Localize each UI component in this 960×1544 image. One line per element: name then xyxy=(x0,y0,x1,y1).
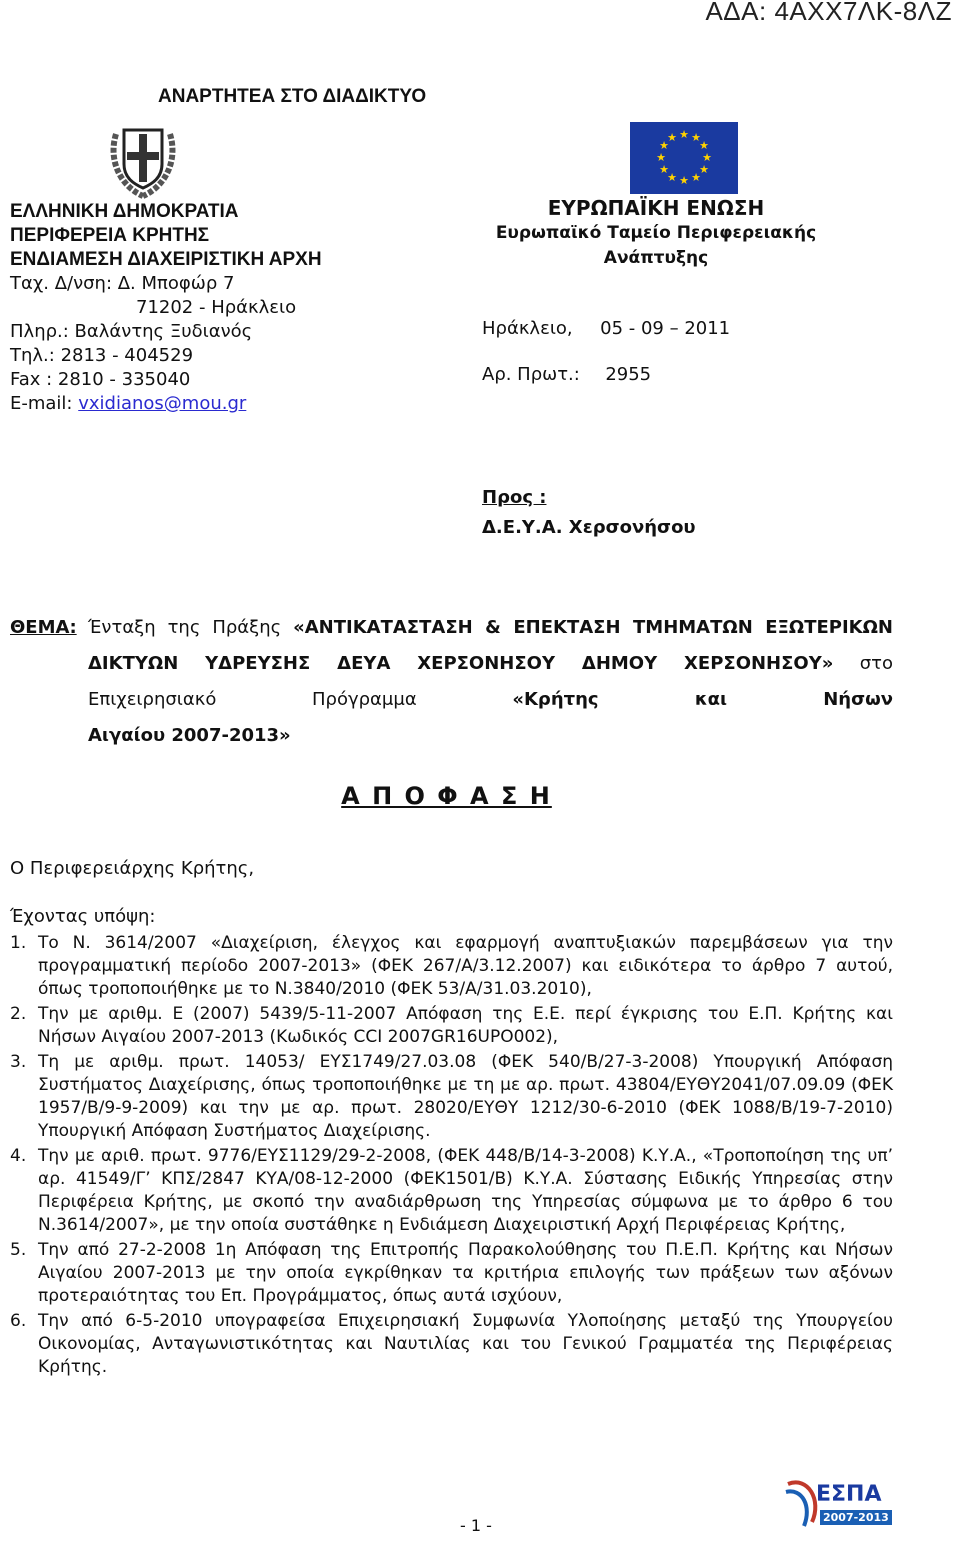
list-item xyxy=(10,1310,893,1379)
sender-region: ΠΕΡΙΦΕΡΕΙΑ ΚΡΗΤΗΣ xyxy=(10,225,210,246)
date-label: Ηράκλειο, xyxy=(482,318,573,339)
considering-label: Έχοντας υπόψη: xyxy=(10,906,156,927)
list-item xyxy=(10,1003,893,1049)
author-line: Ο Περιφερειάρχης Κρήτης, xyxy=(10,858,255,879)
item-text: Την με αριθ. πρωτ. 9776/ΕΥΣ1129/29-2-2008, (ΦΕΚ 448/Β/14-3-2008) Κ.Υ.Α., «Τροποποίηση της υπ’ αρ. 41549/Γ’ ΚΠΣ/2847 ΚΥΑ/08-12-2000 (ΦΕΚ1501/Β) Κ.Υ.Α. Σύστασης Ειδικής Υπηρεσίας στην Περιφέρεια Κρήτης, με σκοπό την αναδιάρθρωση της Υπηρεσίας σύμφωνα με το άρθρο 6 του Ν.3614/2007», με την οποία συστάθηκε η Ενδιάμεση Διαχειριστική Αρχή Περιφέρειας Κρήτης, xyxy=(38,1146,893,1235)
date-line xyxy=(482,318,730,339)
svg-text:★: ★ xyxy=(659,139,669,152)
sender-authority: ΕΝΔΙΑΜΕΣΗ ΔΙΑΧΕΙΡΙΣΤΙΚΗ ΑΡΧΗ xyxy=(10,249,322,270)
subject-part-3: στο Επιχειρησιακό Πρόγραμμα xyxy=(88,653,893,710)
subject-part-1: Ένταξη της Πράξης xyxy=(88,617,294,638)
espa-logo-years: 2007-2013 xyxy=(820,1510,892,1525)
sender-postcode: 71202 - Ηράκλειο xyxy=(136,297,297,318)
recipient-block xyxy=(482,483,696,543)
page-number: - 1 - xyxy=(460,1516,492,1535)
protocol-number: 2955 xyxy=(605,364,652,385)
list-item xyxy=(10,1239,893,1308)
subject-project-title: «ΑΝΤΙΚΑΤΑΣΤΑΣΗ & ΕΠΕΚΤΑΣΗ ΤΜΗΜΑΤΩΝ ΕΞΩΤΕΡΙΚΩΝ ΔΙΚΤΥΩΝ ΥΔΡΕΥΣΗΣ ΔΕΥΑ ΧΕΡΣΟΝΗΣΟΥ ΔΗΜΟΥ ΧΕΡΣΟΝΗΣΟΥ» xyxy=(88,617,893,674)
decision-heading: Α Π Ο Φ Α Σ Η xyxy=(341,782,552,810)
svg-text:★: ★ xyxy=(656,151,666,164)
item-number: 3. xyxy=(10,1052,27,1072)
email-label: E-mail: xyxy=(10,393,79,414)
svg-text:★: ★ xyxy=(699,163,709,176)
sender-fax: Fax : 2810 - 335040 xyxy=(10,369,191,390)
list-item xyxy=(10,1145,893,1237)
ada-code: ΑΔΑ: 4ΑΧΧ7ΛΚ-8ΛΖ xyxy=(705,0,952,26)
eu-fund-line1: Ευρωπαϊκό Ταμείο Περιφερειακής xyxy=(495,223,817,243)
svg-text:★: ★ xyxy=(702,151,712,164)
eu-block xyxy=(456,196,856,271)
subject-programme-end: Αιγαίου 2007-2013» xyxy=(88,725,291,746)
sender-contact: Πληρ.: Βαλάντης Ξυδιανός xyxy=(10,321,253,342)
item-number: 1. xyxy=(10,933,27,953)
protocol-label: Αρ. Πρωτ.: xyxy=(482,364,580,385)
email-link[interactable]: vxidianos@mou.gr xyxy=(78,393,247,414)
svg-text:★: ★ xyxy=(659,163,669,176)
svg-text:★: ★ xyxy=(679,128,689,141)
recipient-label: Προς : xyxy=(482,487,547,508)
subject-block xyxy=(10,610,893,754)
posted-online-label: ΑΝΑΡΤΗΤΕΑ ΣΤΟ ΔΙΑΔΙΚΤΥΟ xyxy=(158,86,427,107)
list-item xyxy=(10,1051,893,1143)
item-number: 2. xyxy=(10,1004,27,1024)
subject-text xyxy=(88,610,893,718)
sender-phone: Τηλ.: 2813 - 404529 xyxy=(10,345,194,366)
item-number: 6. xyxy=(10,1311,27,1331)
sender-email-row xyxy=(10,392,322,416)
eu-title: ΕΥΡΩΠΑΪΚΗ ΕΝΩΣΗ xyxy=(547,196,765,220)
eu-flag-icon xyxy=(630,122,738,194)
item-text: Το Ν. 3614/2007 «Διαχείριση, έλεγχος και εφαρμογή αναπτυξιακών παρεμβάσεων για την προγραμματική περίοδο 2007-2013» (ΦΕΚ 267/Α/3.12.2007) και ειδικότερα το άρθρο 7 αυτού, όπως τροποποιήθηκε με το Ν.3840/2010 (ΦΕΚ 53/Α/31.03.2010), xyxy=(38,933,893,999)
considerations-list xyxy=(10,932,893,1381)
svg-text:★: ★ xyxy=(691,131,701,144)
item-number: 4. xyxy=(10,1146,27,1166)
item-number: 5. xyxy=(10,1240,27,1260)
espa-logo-text: ΕΣΠΑ xyxy=(816,1482,882,1507)
svg-text:★: ★ xyxy=(691,171,701,184)
list-item xyxy=(10,932,893,1001)
svg-text:★: ★ xyxy=(667,171,677,184)
item-text: Την από 6-5-2010 υπογραφείσα Επιχειρησιακή Συμφωνία Υλοποίησης μεταξύ της Υπουργείου Οικονομίας, Ανταγωνιστικότητας και Ναυτιλίας και του Γενικού Γραμματέα της Περιφέρειας Κρήτης. xyxy=(38,1311,893,1377)
item-text: Τη με αριθμ. πρωτ. 14053/ ΕΥΣ1749/27.03.08 (ΦΕΚ 540/Β/27-3-2008) Υπουργική Απόφαση Συστήματος Διαχείρισης, όπως τροποποιήθηκε με τη με αρ. πρωτ. 43804/ΕΥΘΥ2041/07.09.09 (ΦΕΚ 1957/Β/9-9-2009) και την με αρ. πρωτ. 28020/ΕΥΘΥ 1212/30-6-2010 (ΦΕΚ 1088/Β/19-7-2010) Υπουργική Απόφαση Συστήματος Διαχείρισης. xyxy=(38,1052,893,1141)
protocol-line xyxy=(482,364,651,385)
svg-text:★: ★ xyxy=(699,139,709,152)
sender-block xyxy=(10,200,322,416)
recipient-name: Δ.Ε.Υ.Α. Χερσονήσου xyxy=(482,517,696,538)
sender-country: ΕΛΛΗΝΙΚΗ ΔΗΜΟΚΡΑΤΙΑ xyxy=(10,201,239,222)
subject-label: ΘΕΜΑ: xyxy=(10,617,77,638)
subject-programme: «Κρήτης και Νήσων xyxy=(512,689,893,710)
item-text: Την από 27-2-2008 1η Απόφαση της Επιτροπής Παρακολούθησης του Π.Ε.Π. Κρήτης και Νήσων Αιγαίου 2007-2013 με την οποία εγκρίθηκαν τα κριτήρια επιλογής των πράξεων των αξόνων προτεραιότητας του Επ. Προγράμματος, όπως αυτά ισχύουν, xyxy=(38,1240,893,1306)
greek-coat-of-arms-icon xyxy=(106,120,180,200)
sender-address: Ταχ. Δ/νση: Δ. Μποφώρ 7 xyxy=(10,273,235,294)
svg-text:★: ★ xyxy=(679,174,689,187)
item-text: Την με αριθμ. Ε (2007) 5439/5-11-2007 Απόφαση της Ε.Ε. περί έγκρισης του Ε.Π. Κρήτης και Νήσων Αιγαίου 2007-2013 (Κωδικός CCI 2007GR16UPO002), xyxy=(38,1004,893,1047)
eu-fund-line2: Ανάπτυξης xyxy=(603,248,709,268)
svg-text:★: ★ xyxy=(667,131,677,144)
date-value: 05 - 09 – 2011 xyxy=(600,318,731,339)
espa-logo xyxy=(782,1478,894,1534)
